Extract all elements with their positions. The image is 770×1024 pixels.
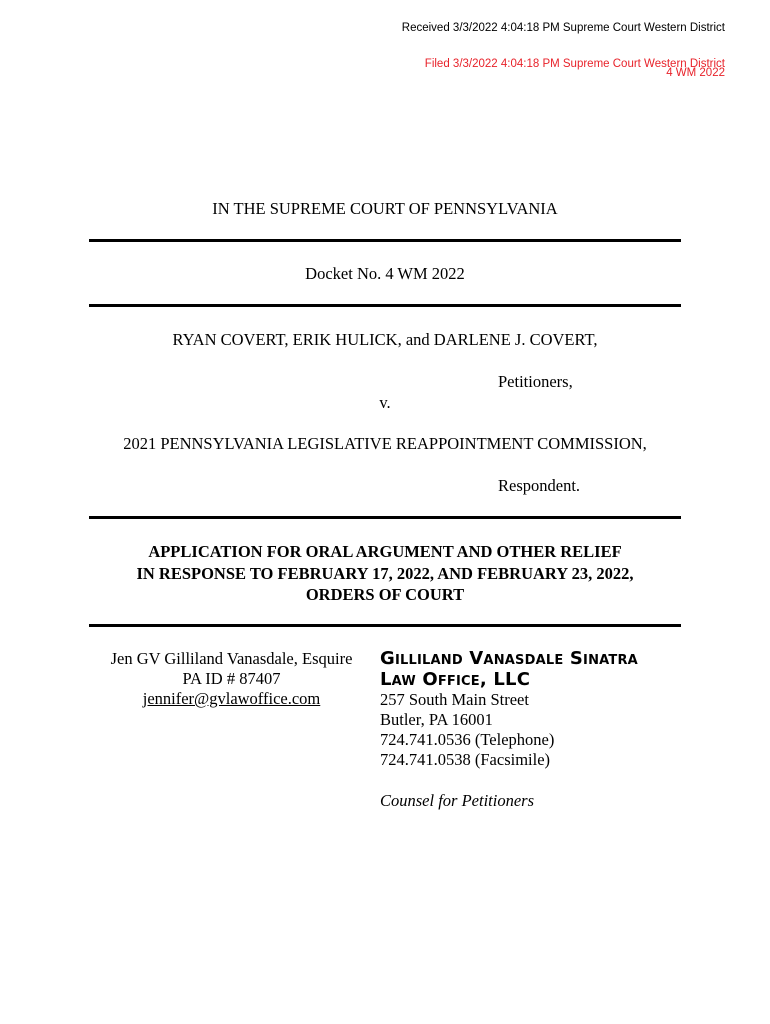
- divider: [89, 304, 681, 307]
- versus: v.: [379, 393, 391, 412]
- counsel-role: Counsel for Petitioners: [380, 791, 534, 810]
- firm-city: Butler, PA 16001: [380, 710, 493, 729]
- firm-telephone: 724.741.0536 (Telephone): [380, 730, 555, 749]
- received-stamp: Received 3/3/2022 4:04:18 PM Supreme Court Western District: [401, 22, 725, 34]
- document-title-line-1: APPLICATION FOR ORAL ARGUMENT AND OTHER RELIEF: [148, 542, 622, 561]
- stamp-docket-number: 4 WM 2022: [666, 67, 725, 79]
- firm-name-line-1: Gilliland Vanasdale Sinatra: [380, 648, 638, 669]
- divider: [89, 239, 681, 242]
- attorney-name: Jen GV Gilliland Vanasdale, Esquire: [110, 649, 353, 668]
- divider: [89, 624, 681, 627]
- attorney-pa-id: PA ID # 87407: [182, 669, 281, 688]
- attorney-block: [95, 649, 368, 709]
- document-title-line-2: IN RESPONSE TO FEBRUARY 17, 2022, AND FEBRUARY 23, 2022,: [136, 564, 634, 583]
- firm-street: 257 South Main Street: [380, 690, 529, 709]
- court-heading: IN THE SUPREME COURT OF PENNSYLVANIA: [212, 199, 558, 218]
- petitioners-names: RYAN COVERT, ERIK HULICK, and DARLENE J. COVERT,: [172, 330, 598, 349]
- petitioners-label: Petitioners,: [498, 372, 573, 391]
- docket-number: Docket No. 4 WM 2022: [305, 264, 465, 283]
- respondent-name: 2021 PENNSYLVANIA LEGISLATIVE REAPPOINTMENT COMMISSION,: [123, 434, 647, 453]
- filed-stamp: Filed 3/3/2022 4:04:18 PM Supreme Court Western District: [424, 58, 725, 70]
- divider: [89, 516, 681, 519]
- attorney-email-link[interactable]: jennifer@gvlawoffice.com: [142, 689, 321, 708]
- firm-name-line-2: Law Office, LLC: [380, 669, 531, 690]
- firm-block: [380, 648, 638, 811]
- document-title-line-3: ORDERS OF COURT: [305, 585, 465, 604]
- respondent-label: Respondent.: [498, 476, 581, 495]
- firm-fax: 724.741.0538 (Facsimile): [380, 750, 551, 769]
